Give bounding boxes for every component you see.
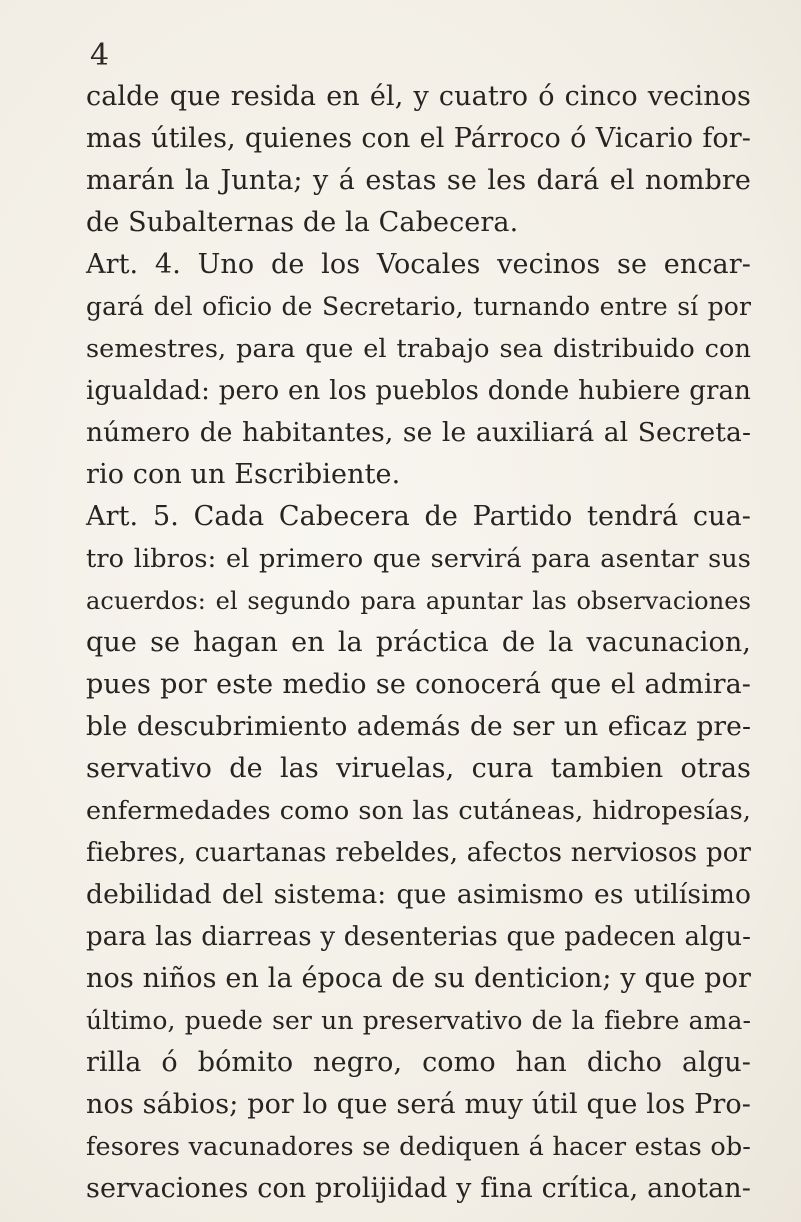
- text-line: nos niños en la época de su denticion; y que por: [86, 963, 751, 994]
- text-line: mas útiles, quienes con el Párroco ó Vicario for-: [86, 123, 751, 154]
- text-line: que se hagan en la práctica de la vacunacion,: [86, 627, 751, 658]
- text-line: número de habitantes, se le auxiliará al Secreta-: [86, 417, 751, 448]
- text-line: calde que resida en él, y cuatro ó cinco vecinos: [86, 81, 751, 112]
- text-line: último, puede ser un preservativo de la fiebre ama-: [86, 1006, 751, 1035]
- text-line: rilla ó bómito negro, como han dicho algu-: [86, 1047, 751, 1078]
- text-line: marán la Junta; y á estas se les dará el nombre: [86, 165, 751, 196]
- text-line: enfermedades como son las cutáneas, hidropesías,: [86, 796, 751, 826]
- text-line: ble descubrimiento además de ser un eficaz pre-: [86, 711, 751, 742]
- text-line: fiebres, cuartanas rebeldes, afectos nerviosos por: [86, 838, 751, 868]
- text-line: nos sábios; por lo que será muy útil que los Pro-: [86, 1089, 751, 1120]
- text-line: pues por este medio se conocerá que el admira-: [86, 669, 751, 700]
- text-line: rio con un Escribiente.: [86, 459, 401, 490]
- text-line: servativo de las viruelas, cura tambien otras: [86, 753, 751, 784]
- text-line: para las diarreas y desenterias que padecen algu-: [86, 922, 751, 952]
- text-line: servaciones con prolijidad y fina crítica, anotan-: [86, 1173, 751, 1204]
- text-line: gará del oficio de Secretario, turnando entre sí por: [86, 292, 751, 321]
- text-line: fesores vacunadores se dediquen á hacer estas ob-: [86, 1132, 751, 1162]
- text-line: Art. 5. Cada Cabecera de Partido tendrá cua-: [86, 501, 751, 532]
- page-number: 4: [90, 38, 110, 73]
- text-line: Art. 4. Uno de los Vocales vecinos se encar-: [86, 249, 751, 280]
- text-line: acuerdos: el segundo para apuntar las observaciones: [86, 587, 751, 615]
- text-line: tro libros: el primero que servirá para asentar sus: [86, 544, 751, 574]
- text-line: semestres, para que el trabajo sea distribuido con: [86, 334, 751, 364]
- text-line: igualdad: pero en los pueblos donde hubiere gran: [86, 376, 751, 406]
- text-line: de Subalternas de la Cabecera.: [86, 207, 519, 238]
- text-line: debilidad del sistema: que asimismo es utilísimo: [86, 879, 751, 910]
- body-text: [86, 76, 751, 1210]
